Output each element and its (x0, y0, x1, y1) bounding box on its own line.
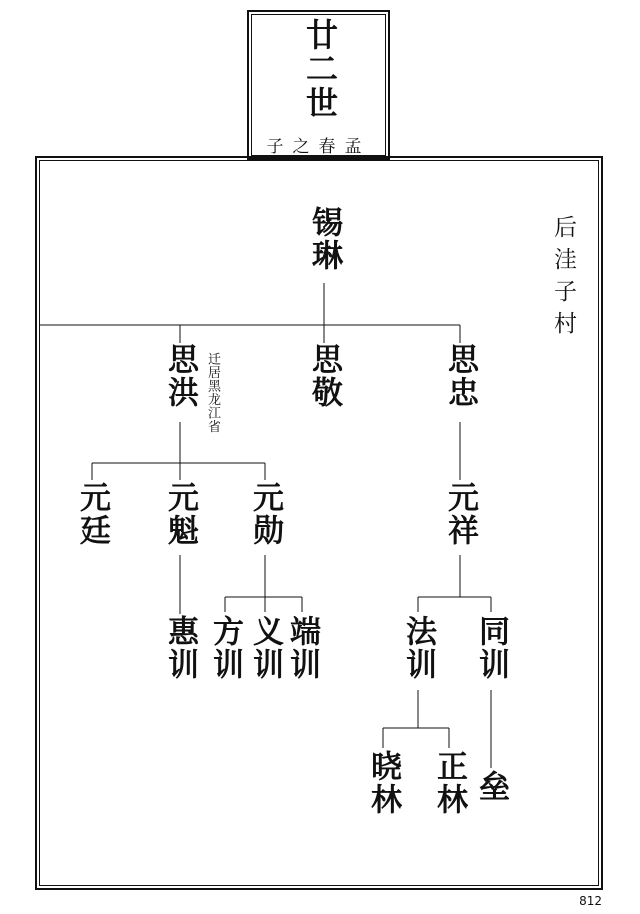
sihong-migration-note: 迁居黑龙江省 (205, 352, 220, 433)
branch-caption: 孟春之子 (266, 137, 371, 157)
node-xiaolin: 晓林 (365, 750, 401, 816)
node-tongxun: 同训 (473, 615, 509, 681)
node-yuankui: 元魁 (162, 481, 198, 547)
node-sijing: 思敬 (306, 343, 342, 409)
node-lei: 垒 (473, 770, 509, 803)
node-sizhong: 思忠 (442, 343, 478, 409)
village-label: 后洼子村 (550, 215, 576, 343)
node-fangxun: 方训 (207, 615, 243, 681)
node-sihong: 思洪 (162, 343, 198, 409)
node-duanxun: 端训 (284, 615, 320, 681)
node-yuanxiang: 元祥 (442, 481, 478, 547)
generation-title: 廿二世 (301, 18, 339, 120)
node-yuanxun: 元勋 (247, 481, 283, 547)
node-faxun: 法训 (400, 615, 436, 681)
node-huixun: 惠训 (162, 615, 198, 681)
page-number: 812 (579, 894, 602, 908)
node-yuanting: 元廷 (74, 481, 110, 547)
node-xilin: 锡琳 (306, 206, 342, 272)
node-zhenglin: 正林 (431, 750, 467, 816)
node-yixun: 义训 (247, 615, 283, 681)
